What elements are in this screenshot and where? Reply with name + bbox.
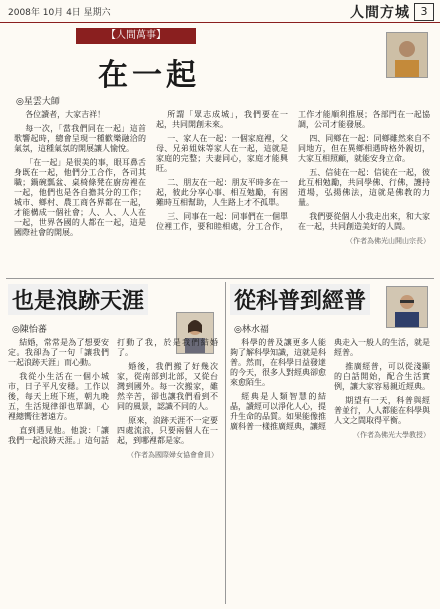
paragraph: 四、同鄉在一起：同鄉雖然來自不同地方，但在異鄉相遇時格外親切，大家互相照顧，就能安身立命。	[298, 134, 430, 163]
page-header	[0, 0, 440, 23]
author-photo	[386, 32, 428, 78]
right-article	[228, 284, 434, 604]
section-label: 【人間萬事】	[76, 28, 196, 44]
paragraph: 直到遇見他。他說：「讓我們一起浪跡天涯。」這句話打動了我，於是我們結婚了。	[8, 338, 218, 445]
page-number: 3	[414, 3, 434, 21]
paragraph: 經典是人類智慧的結晶，讀經可以淨化人心，提升生命的品質。如果能像推廣科普一樣推廣經典，讓經典走入一般人的生活，就是經普。	[230, 338, 430, 431]
article-title: 也是浪跡天涯	[8, 284, 148, 315]
footnote: （作者為佛光大學教授）	[353, 431, 430, 439]
paragraph: 原來，浪跡天涯不一定要四處流浪，只要兩個人在一起，到哪裡都是家。	[117, 416, 218, 445]
article-author: ◎星雲大師	[16, 97, 60, 107]
paragraph: 科學的普及讓更多人能夠了解科學知識，這就是科普。然而，在科學日益發達的今天，很多人對經典卻愈來愈陌生。	[230, 338, 326, 387]
article-title: 從科普到經普	[230, 284, 370, 315]
paragraph: 婚後，我們搬了好幾次家，從南部到北部，又從台灣到國外。每一次搬家，雖然辛苦，卻也讓我們看到不同的風景，認識不同的人。	[117, 362, 218, 411]
paragraph: 五、信徒在一起：信徒在一起，彼此互相勉勵，共同學佛、行佛，護持道場，弘揚佛法，這就是佛教的力量。	[298, 168, 430, 207]
paragraph: 所謂「眾志成城」，我們要在一起，共同開創未來。	[156, 110, 288, 129]
top-article	[6, 24, 434, 277]
paragraph: 三、同事在一起：同事們在一個單位裡工作，要和睦相處，分工合作，工作才能順利推展；各部門在一起協調，公司才能發展。	[156, 110, 430, 231]
column-divider	[225, 282, 226, 604]
paragraph: 各位讀者，大家吉祥！	[25, 110, 106, 119]
masthead: 人間方城	[350, 5, 410, 21]
paragraph: 我從小生活在一個小城市，日子平凡安穩。工作以後，每天上班下班，朝九晚五，生活規律卻也單調，心裡總嚮往著遠方。	[8, 372, 109, 421]
paragraph: 推廣經普，可以從淺顯的白話開始，配合生活實例，讓大家容易親近經典。	[334, 362, 430, 391]
article-author: ◎林水福	[234, 325, 269, 335]
section-divider	[6, 278, 434, 279]
article-body	[230, 338, 430, 604]
footnote: （作者為佛光山開山宗長）	[346, 237, 430, 245]
publication-date: 2008年 10月 4日 星期六	[8, 8, 111, 18]
article-title: 在一起	[98, 58, 200, 93]
portrait-image	[387, 287, 427, 327]
paragraph: 「在一起」是很美的事，眼耳鼻舌身既在一起，他們分工合作，各司其職；鍋碗瓢盆、桌椅條凳在廚房裡在一起，他們也是各自擔其分的工作；城市、鄉村、農工商各界都在一起，才能構成一個社會；人、人、人人在一起，世界各國的人都在一起，這是國際社會的開展。	[14, 158, 146, 237]
paragraph: 期望有一天，科普與經普並行，人人都能在科學與人文之間取得平衡。	[334, 396, 430, 425]
left-article	[6, 284, 222, 604]
paragraph: 一、家人在一起：一個家庭裡，父母、兄弟姐妹等家人在一起，這就是家庭的完整；夫妻同心，家庭才能興旺。	[156, 134, 288, 173]
article-body	[8, 338, 218, 604]
paragraph: 每一次，「當我們同在一起」這首歌響起時，總會呈現一種歡樂融洽的氣氛，這種氣氛的開展讓人愉悅。	[14, 124, 146, 153]
paragraph: 二、朋友在一起：朋友平時多在一起，彼此分享心事、相互勉勵，有困難時互相幫助，人生路上才不孤單。	[156, 178, 288, 207]
article-author: ◎陳怡蕃	[12, 325, 47, 335]
article-body	[14, 110, 430, 272]
footnote: （作者為國際婦女協會會員）	[127, 451, 218, 459]
paragraph: 我們要從個人小我走出來，和大家在一起，共同創造美好的人間。	[298, 212, 430, 231]
paragraph: 結婚，常常是為了想要安定。我卻為了一句「讓我們一起浪跡天涯」而心動。	[8, 338, 109, 367]
portrait-image	[387, 33, 427, 77]
author-photo	[386, 286, 428, 328]
